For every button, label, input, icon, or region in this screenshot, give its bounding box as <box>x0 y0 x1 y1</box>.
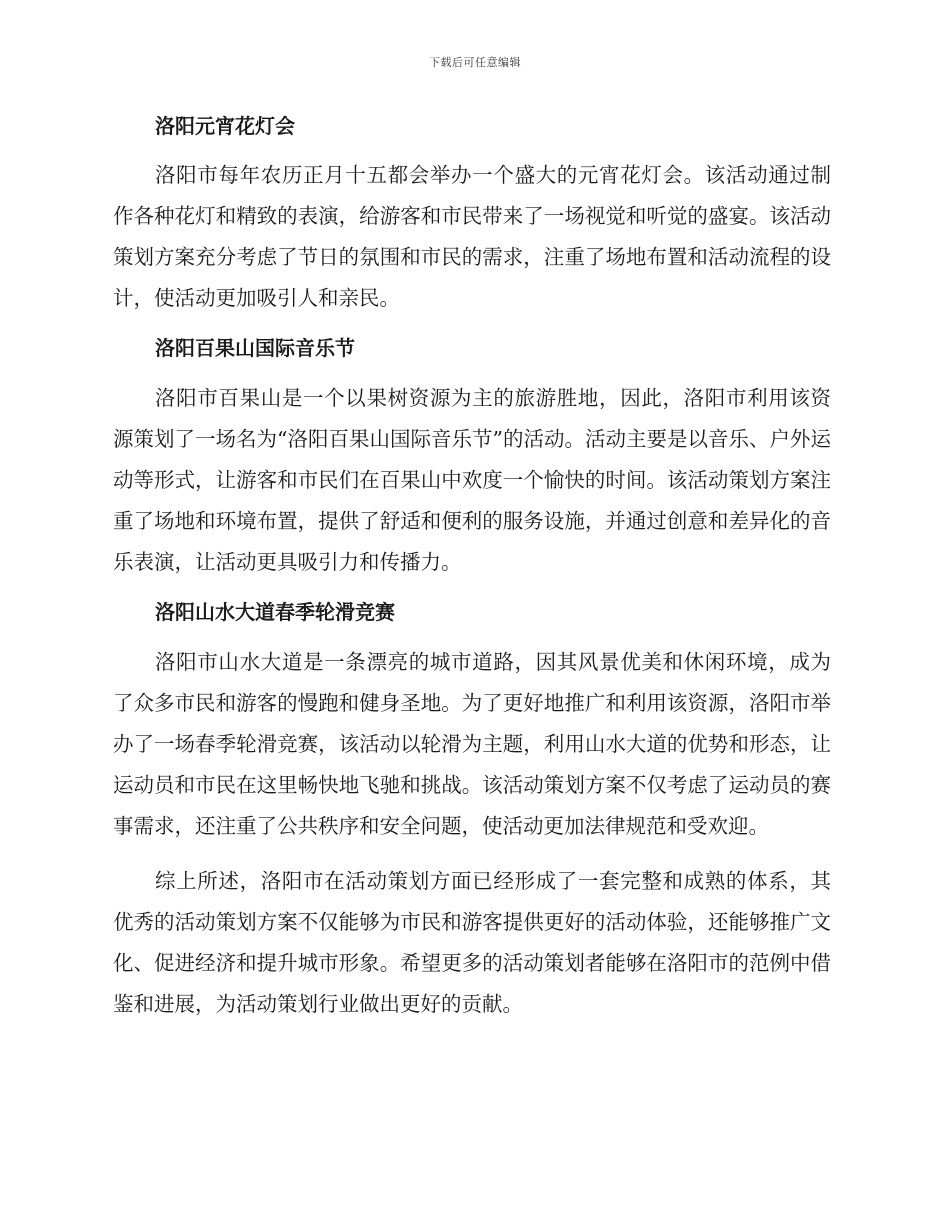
document-body <box>113 112 831 1025</box>
section-paragraph-lantern-festival: 洛阳市每年农历正月十五都会举办一个盛大的元宵花灯会。该活动通过制作各种花灯和精致的表演，给游客和市民带来了一场视觉和听觉的盛宴。该活动策划方案充分考虑了节日的氛围和市民的需求，注重了场地布置和活动流程的设计，使活动更加吸引人和亲民。 <box>113 163 831 310</box>
page-header: 下载后可任意编辑 <box>429 56 521 69</box>
section-heading-music-festival: 洛阳百果山国际音乐节 <box>155 336 355 360</box>
section-heading-lantern-festival: 洛阳元宵花灯会 <box>155 114 295 138</box>
section-paragraph-music-festival: 洛阳市百果山是一个以果树资源为主的旅游胜地，因此，洛阳市利用该资源策划了一场名为“洛阳百果山国际音乐节”的活动。活动主要是以音乐、户外运动等形式，让游客和市民们在百果山中欢度一个愉快的时间。该活动策划方案注重了场地和环境布置，提供了舒适和便利的服务设施，并通过创意和差异化的音乐表演，让活动更具吸引力和传播力。 <box>113 386 831 574</box>
conclusion-paragraph: 综上所述，洛阳市在活动策划方面已经形成了一套完整和成熟的体系，其优秀的活动策划方案不仅能够为市民和游客提供更好的活动体验，还能够推广文化、促进经济和提升城市形象。希望更多的活动策划者能够在洛阳市的范例中借鉴和进展，为活动策划行业做出更好的贡献。 <box>113 869 831 1016</box>
section-heading-skating-competition: 洛阳山水大道春季轮滑竞赛 <box>155 600 395 624</box>
section-paragraph-skating-competition: 洛阳市山水大道是一条漂亮的城市道路，因其风景优美和休闲环境，成为了众多市民和游客的慢跑和健身圣地。为了更好地推广和利用该资源，洛阳市举办了一场春季轮滑竞赛，该活动以轮滑为主题，利用山水大道的优势和形态，让运动员和市民在这里畅快地飞驰和挑战。该活动策划方案不仅考虑了运动员的赛事需求，还注重了公共秩序和安全问题，使活动更加法律规范和受欢迎。 <box>113 650 831 838</box>
